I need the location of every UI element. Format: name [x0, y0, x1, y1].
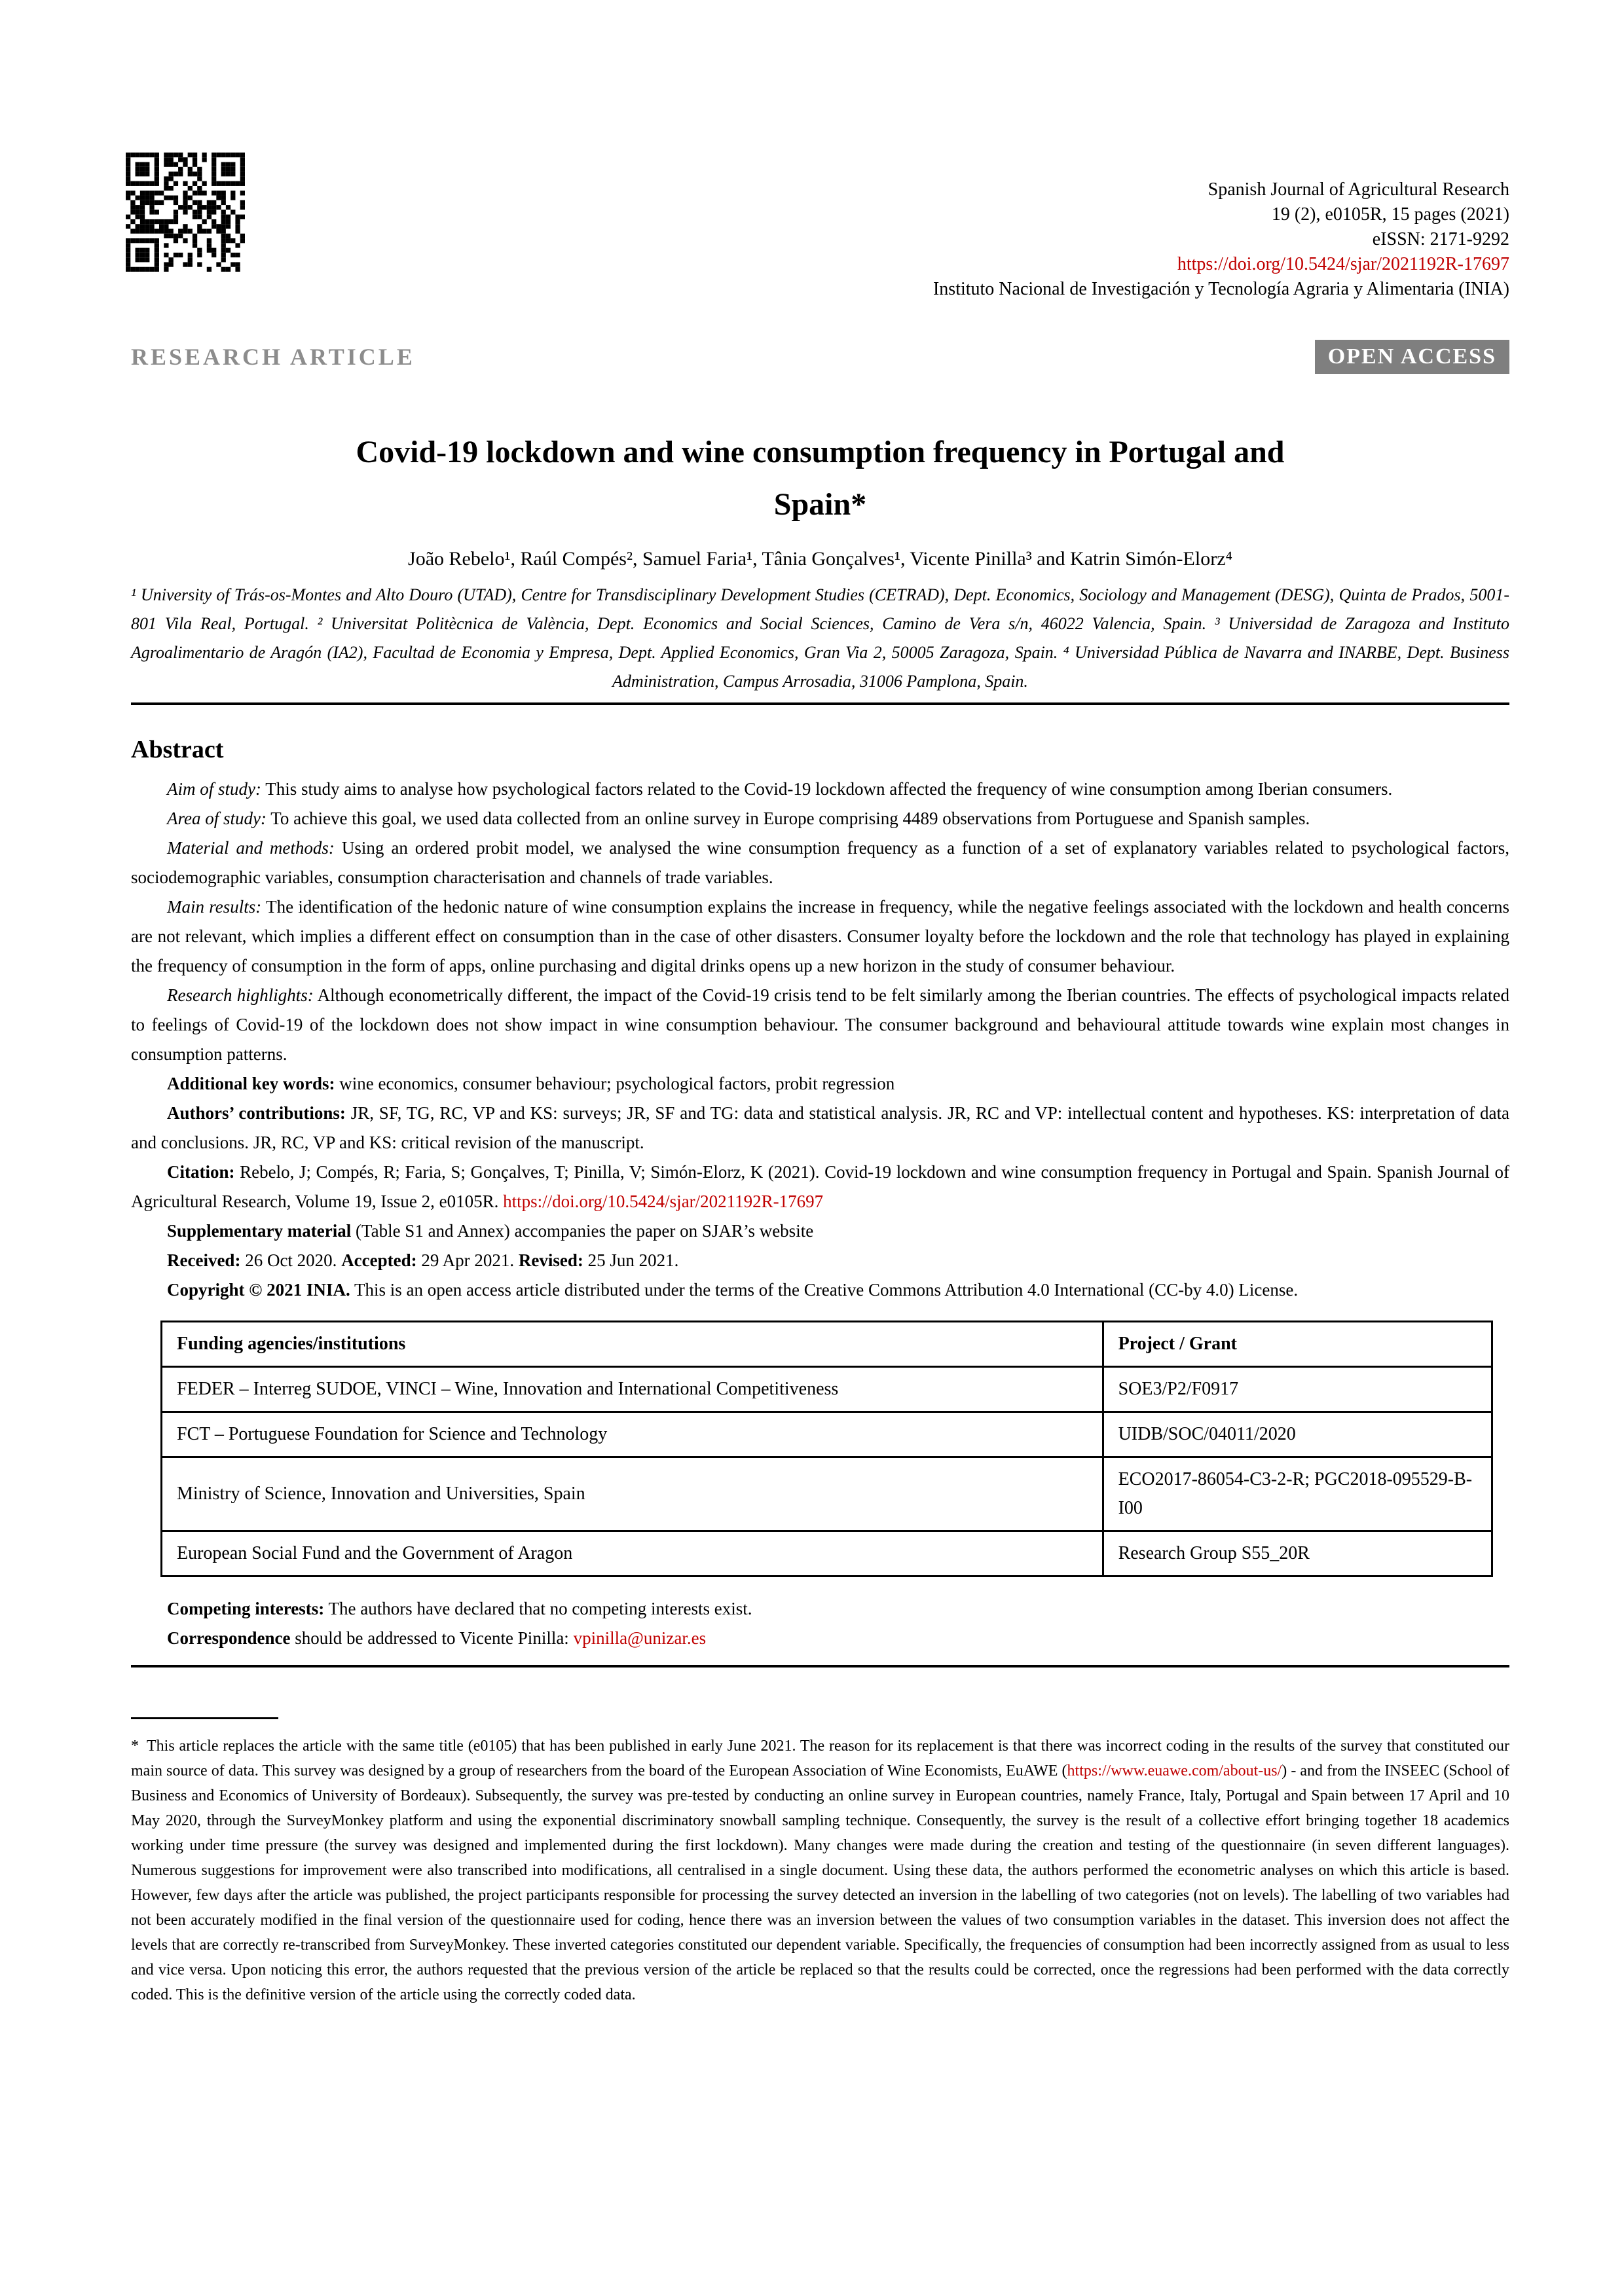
area-label: Area of study:: [167, 809, 267, 828]
qr-code: [126, 153, 245, 272]
abstract-aim-paragraph: [131, 774, 1509, 804]
page-header: [131, 0, 1509, 302]
contributions-text: JR, SF, TG, RC, VP and KS: surveys; JR, SF and TG: data and statistical analysis. JR, RC and VP: intellectual content and hypotheses. KS: interpretation of data and conclusions. JR, RC, VP and KS: critical revision of the manuscript.: [131, 1103, 1509, 1152]
abstract-results-paragraph: [131, 892, 1509, 981]
table-row: [162, 1412, 1492, 1457]
abstract-methods-paragraph: [131, 833, 1509, 892]
agency-cell: Ministry of Science, Innovation and Universities, Spain: [162, 1457, 1103, 1531]
received-label: Received:: [167, 1250, 241, 1270]
page-title: Covid-19 lockdown and wine consumption frequency in Portugal and Spain*: [356, 435, 1285, 522]
supplementary-text: (Table S1 and Annex) accompanies the paper on SJAR’s website: [351, 1221, 814, 1241]
journal-institute: Instituto Nacional de Investigación y Tecnología Agraria y Alimentaria (INIA): [932, 279, 1509, 299]
column-header-agencies: Funding agencies/institutions: [162, 1322, 1103, 1367]
agency-cell: European Social Fund and the Government of Aragon: [162, 1531, 1103, 1576]
article-type-label: RESEARCH ARTICLE: [131, 344, 415, 370]
abstract-area-paragraph: [131, 804, 1509, 833]
copyright-label: Copyright © 2021 INIA.: [167, 1280, 350, 1300]
table-header-row: [162, 1322, 1492, 1367]
competing-label: Competing interests:: [167, 1599, 325, 1618]
correspondence-text: should be addressed to Vicente Pinilla:: [290, 1628, 574, 1648]
footnote: [131, 1734, 1509, 2007]
journal-header: [933, 177, 1509, 302]
citation-doi-link[interactable]: https://doi.org/10.5424/sjar/2021192R-17697: [503, 1192, 824, 1211]
supplementary-label: Supplementary material: [167, 1221, 352, 1241]
table-row: [162, 1367, 1492, 1412]
revised-label: Revised:: [518, 1250, 583, 1270]
accepted-text: 29 Apr 2021.: [416, 1250, 519, 1270]
aim-label: Aim of study:: [167, 779, 261, 799]
journal-eissn: eISSN: 2171-9292: [1372, 229, 1509, 249]
contributions-paragraph: [131, 1099, 1509, 1157]
badges-row: [131, 340, 1509, 374]
agency-cell: FEDER – Interreg SUDOE, VINCI – Wine, Innovation and International Competitiveness: [162, 1367, 1103, 1412]
abstract-highlights-paragraph: [131, 981, 1509, 1069]
copyright-paragraph: [131, 1275, 1509, 1305]
footnote-marker: *: [131, 1738, 139, 1755]
results-text: The identification of the hedonic nature of wine consumption explains the increase in frequency, while the negative feelings associated with the lockdown and health concerns are not relevant, which implies a different effect on consumption than in the case of other disasters. Consumer loyalty before the lockdown and the role that technology has played in explaining the frequency of consumption in the form of apps, online purchasing and digital drinks opens up a new horizon in the study of consumer behaviour.: [131, 897, 1509, 975]
supplementary-paragraph: [131, 1216, 1509, 1246]
table-row: [162, 1531, 1492, 1576]
agency-cell: FCT – Portuguese Foundation for Science and Technology: [162, 1412, 1103, 1457]
citation-text: Rebelo, J; Compés, R; Faria, S; Gonçalves, T; Pinilla, V; Simón-Elorz, K (2021). Covid-19 lockdown and wine consumption frequency in Portugal and Spain. Spanish Journal of Agricultural Research, Volume 19, Issue 2, e0105R.: [131, 1162, 1509, 1211]
contributions-label: Authors’ contributions:: [167, 1103, 346, 1123]
qr-code-image: [126, 153, 245, 272]
methods-text: Using an ordered probit model, we analysed the wine consumption frequency as a function of a set of explanatory variables related to psychological factors, sociodemographic variables, consumption characterisation and channels of trade variables.: [131, 838, 1509, 887]
revised-text: 25 Jun 2021.: [583, 1250, 679, 1270]
grant-cell: Research Group S55_20R: [1103, 1531, 1492, 1576]
highlights-label: Research highlights:: [167, 985, 314, 1005]
open-access-badge: OPEN ACCESS: [1315, 340, 1509, 374]
footnote-text-before-link: This article replaces the article with the same title (e0105) that has been published in early June 2021. The reason for its replacement is that there was incorrect coding in the results of the survey that constituted our main source of data. This survey was designed by a group of researchers from the board of the European Association of Wine Economists, EuAWE (: [131, 1738, 1509, 1779]
journal-name: Spanish Journal of Agricultural Research: [1208, 179, 1509, 200]
correspondence-label: Correspondence: [167, 1628, 291, 1648]
grant-cell: UIDB/SOC/04011/2020: [1103, 1412, 1492, 1457]
grant-cell: SOE3/P2/F0917: [1103, 1367, 1492, 1412]
citation-paragraph: [131, 1157, 1509, 1216]
dates-paragraph: [131, 1246, 1509, 1275]
divider-before-footnote-area: [131, 1665, 1509, 1667]
correspondence-paragraph: [131, 1624, 1509, 1653]
keywords-label: Additional key words:: [167, 1074, 335, 1093]
keywords-text: wine economics, consumer behaviour; psychological factors, probit regression: [335, 1074, 895, 1093]
area-text: To achieve this goal, we used data collected from an online survey in Europe comprising 4489 observations from Portuguese and Spanish samples.: [266, 809, 1310, 828]
funding-table: [160, 1321, 1493, 1577]
competing-text: The authors have declared that no competing interests exist.: [324, 1599, 752, 1618]
accepted-label: Accepted:: [341, 1250, 417, 1270]
table-row: [162, 1457, 1492, 1531]
doi-link[interactable]: https://doi.org/10.5424/sjar/2021192R-17697: [1177, 254, 1509, 274]
authors-line: João Rebelo¹, Raúl Compés², Samuel Faria¹, Tânia Gonçalves¹, Vicente Pinilla³ and Katrin Simón-Elorz⁴: [408, 548, 1232, 570]
results-label: Main results:: [167, 897, 262, 917]
journal-issue: 19 (2), e0105R, 15 pages (2021): [1271, 204, 1509, 225]
divider-after-affiliations: [131, 702, 1509, 705]
keywords-paragraph: [131, 1069, 1509, 1099]
footnote-euawe-link[interactable]: https://www.euawe.com/about-us/: [1067, 1762, 1282, 1779]
citation-label: Citation:: [167, 1162, 235, 1182]
affiliations: ¹ University of Trás-os-Montes and Alto Douro (UTAD), Centre for Transdisciplinary Development Studies (CETRAD), Dept. Economics, Sociology and Management (DESG), Quinta de Prados, 5001-801 Vila Real, Portugal. ² Universitat Politècnica de València, Dept. Economics and Social Sciences, Camino de Vera s/n, 46022 Valencia, Spain. ³ Universidad de Zaragoza and Instituto Agroalimentario de Aragón (IA2), Facultad de Economia y Empresa, Dept. Applied Economics, Gran Via 2, 50005 Zaragoza, Spain. ⁴ Universidad Pública de Navarra and INARBE, Dept. Business Administration, Campus Arrosadia, 31006 Pamplona, Spain.: [131, 585, 1509, 691]
highlights-text: Although econometrically different, the impact of the Covid-19 crisis tend to be felt similarly among the Iberian countries. The effects of psychological impacts related to feelings of Covid-19 of the lockdown does not show impact in wine consumption behaviour. The consumer background and behavioural attitude towards wine explain most changes in consumption patterns.: [131, 985, 1509, 1064]
copyright-text: This is an open access article distributed under the terms of the Creative Commons Attribution 4.0 International (CC-by 4.0) License.: [350, 1280, 1299, 1300]
competing-interests-paragraph: [131, 1594, 1509, 1624]
grant-cell: ECO2017-86054-C3-2-R; PGC2018-095529-B-I00: [1103, 1457, 1492, 1531]
received-text: 26 Oct 2020.: [240, 1250, 342, 1270]
column-header-grant: Project / Grant: [1103, 1322, 1492, 1367]
abstract-heading: Abstract: [131, 736, 224, 763]
footnote-rule: [131, 1717, 278, 1719]
footnote-text-after-link: ) - and from the INSEEC (School of Business and Economics of University of Bordeaux). Subsequently, the survey was pre-tested by conducting an online survey in European countries, namely France, Italy, Portugal and Spain between 17 April and 10 May 2020, through the SurveyMonkey platform and using the exponential discriminatory snowball sampling technique. Consequently, the survey is the result of a collective effort bringing together 18 academics working under time pressure (the survey was designed and implemented during the first lockdown). Many changes were made during the creation and testing of the questionnaire (in seven different languages). Numerous suggestions for improvement were also transcribed into modifications, all centralised in a single document. Using these data, the authors performed the econometric analyses on which this article is based. However, few days after the article was published, the project participants responsible for processing the survey detected an inversion in the labelling of two categories (not on levels). The labelling of two variables had not been accurately modified in the final version of the questionnaire used for coding, hence there was an inversion between the values of two consumption variables in the dataset. This inversion does not affect the levels that are correctly re-transcribed from SurveyMonkey. These inverted categories constituted our dependent variable. Specifically, the frequencies of consumption had been incorrectly assigned from as usual to less and vice versa. Upon noticing this error, the authors requested that the previous version of the article be replaced so that the results could be corrected, once the regressions had been performed with the data correctly coded. This is the definitive version of the article using the correctly coded data.: [131, 1762, 1510, 2003]
methods-label: Material and methods:: [167, 838, 335, 858]
correspondence-email-link[interactable]: vpinilla@unizar.es: [573, 1628, 707, 1648]
aim-text: This study aims to analyse how psychological factors related to the Covid-19 lockdown affected the frequency of wine consumption among Iberian consumers.: [261, 779, 1393, 799]
